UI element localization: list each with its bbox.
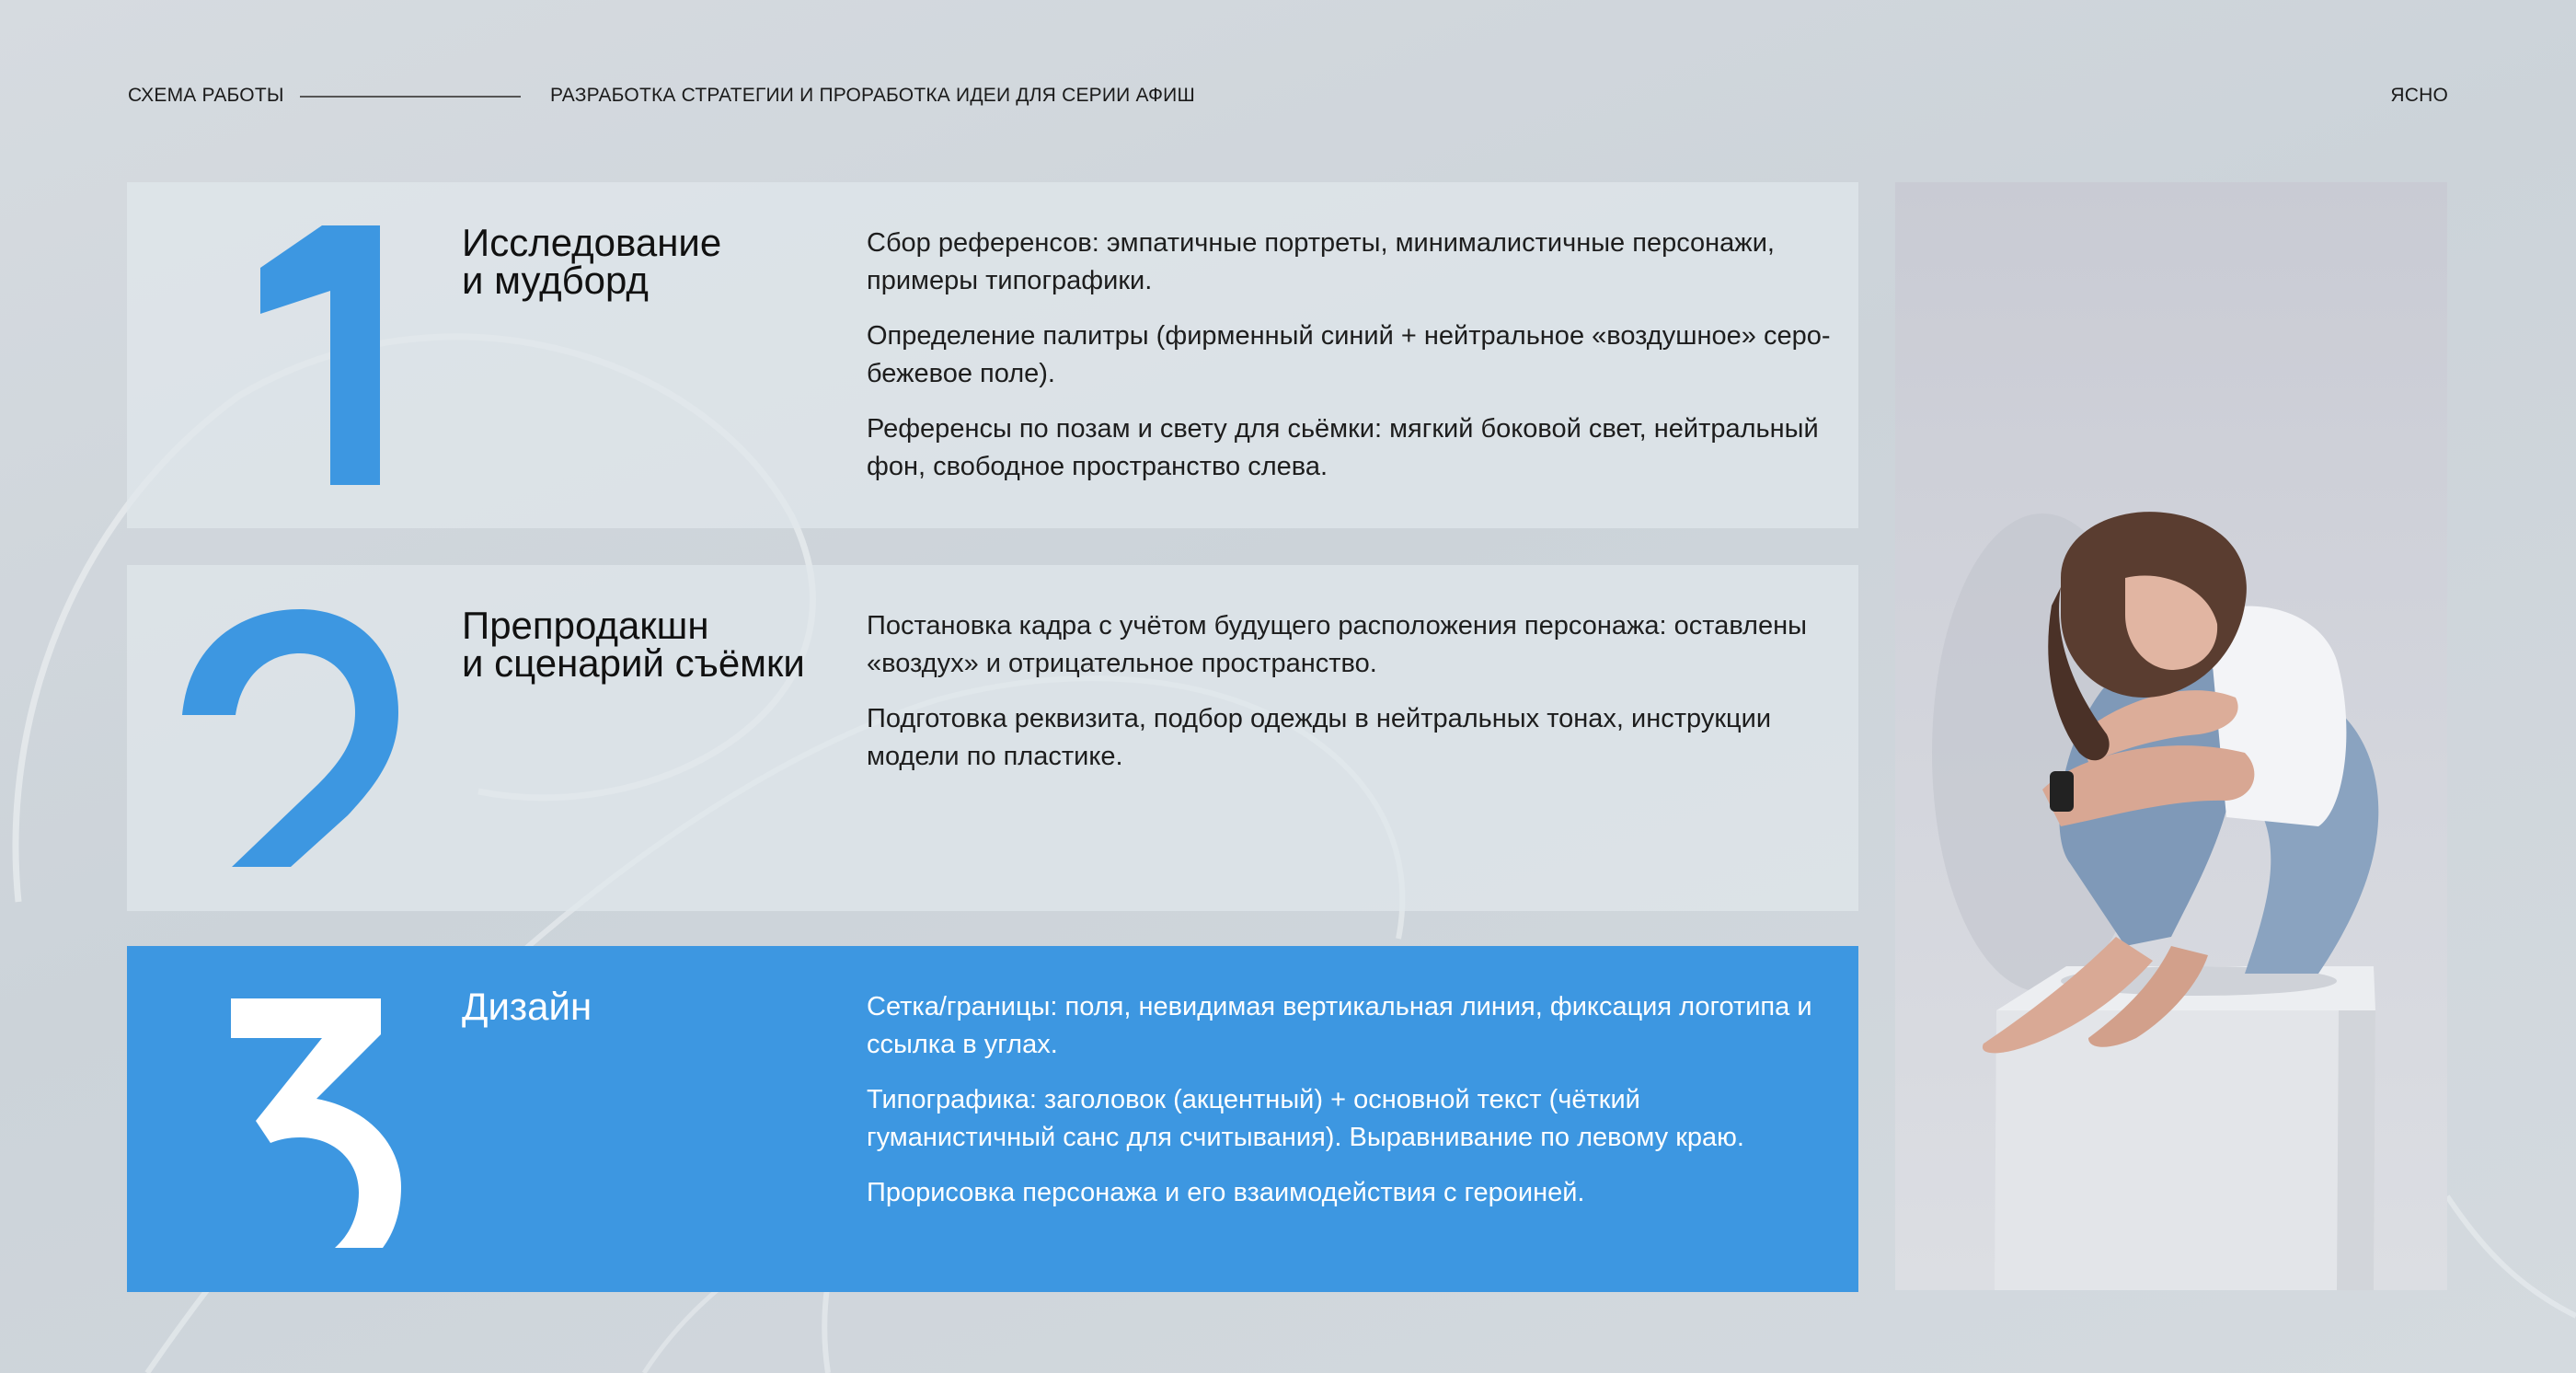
step-1-paragraph-1: Сбор референсов: эмпатичные портреты, минималистичные персонажи, примеры типографики. [867, 228, 1775, 295]
header-divider [300, 96, 521, 98]
step-card-1 [127, 182, 1858, 528]
step-2-paragraph-1: Постановка кадра с учётом будущего расположения персонажа: оставлены «воздух» и отрицательное пространство. [867, 611, 1807, 678]
brand-label: ЯСНО [2390, 85, 2448, 106]
numeral-three-graphic [164, 946, 477, 1292]
step-title-1-line2: и мудборд [462, 259, 649, 302]
step-3-paragraph-1: Сетка/границы: поля, невидимая вертикальная линия, фиксация логотипа и ссылка в углах. [867, 992, 1812, 1059]
step-title-2-line1: Препродакшн [462, 604, 709, 647]
step-title-1-line1: Исследование [462, 221, 722, 264]
step-card-2 [127, 565, 1858, 911]
step-title-2 [462, 604, 848, 685]
step-title-1 [462, 221, 848, 302]
numeral-two-graphic [164, 565, 477, 911]
step-title-3-line1: Дизайн [462, 985, 592, 1028]
step-card-3-active [127, 946, 1858, 1292]
step-number-3 [164, 946, 477, 1292]
seated-woman-illustration [1895, 182, 2447, 1290]
numeral-one-graphic [164, 182, 477, 528]
step-1-paragraph-2: Определение палитры (фирменный синий + нейтральное «воздушное» серо-бежевое поле). [867, 321, 1831, 388]
step-description-3 [867, 988, 1833, 1229]
step-number-1 [164, 182, 477, 528]
step-description-2 [867, 607, 1833, 793]
project-title: РАЗРАБОТКА СТРАТЕГИИ И ПРОРАБОТКА ИДЕИ ДЛЯ СЕРИИ АФИШ [550, 85, 1195, 106]
section-label: СХЕМА РАБОТЫ [128, 85, 284, 106]
step-description-1 [867, 225, 1833, 503]
step-3-paragraph-2: Типографика: заголовок (акцентный) + основной текст (чёткий гуманистичный санс для считывания). Выравнивание по левому краю. [867, 1085, 1744, 1152]
header-bar [128, 85, 2448, 109]
step-title-2-line2: и сценарий съёмки [462, 641, 805, 685]
reference-photo [1895, 182, 2447, 1290]
step-2-paragraph-2: Подготовка реквизита, подбор одежды в нейтральных тонах, инструкции модели по пластике. [867, 704, 1772, 771]
step-3-paragraph-3: Прорисовка персонажа и его взаимодействия с героиней. [867, 1178, 1585, 1207]
step-title-3 [462, 985, 848, 1028]
step-number-2 [164, 565, 477, 911]
step-1-paragraph-3: Референсы по позам и свету для сьёмки: мягкий боковой свет, нейтральный фон, свободное пространство слева. [867, 414, 1819, 481]
